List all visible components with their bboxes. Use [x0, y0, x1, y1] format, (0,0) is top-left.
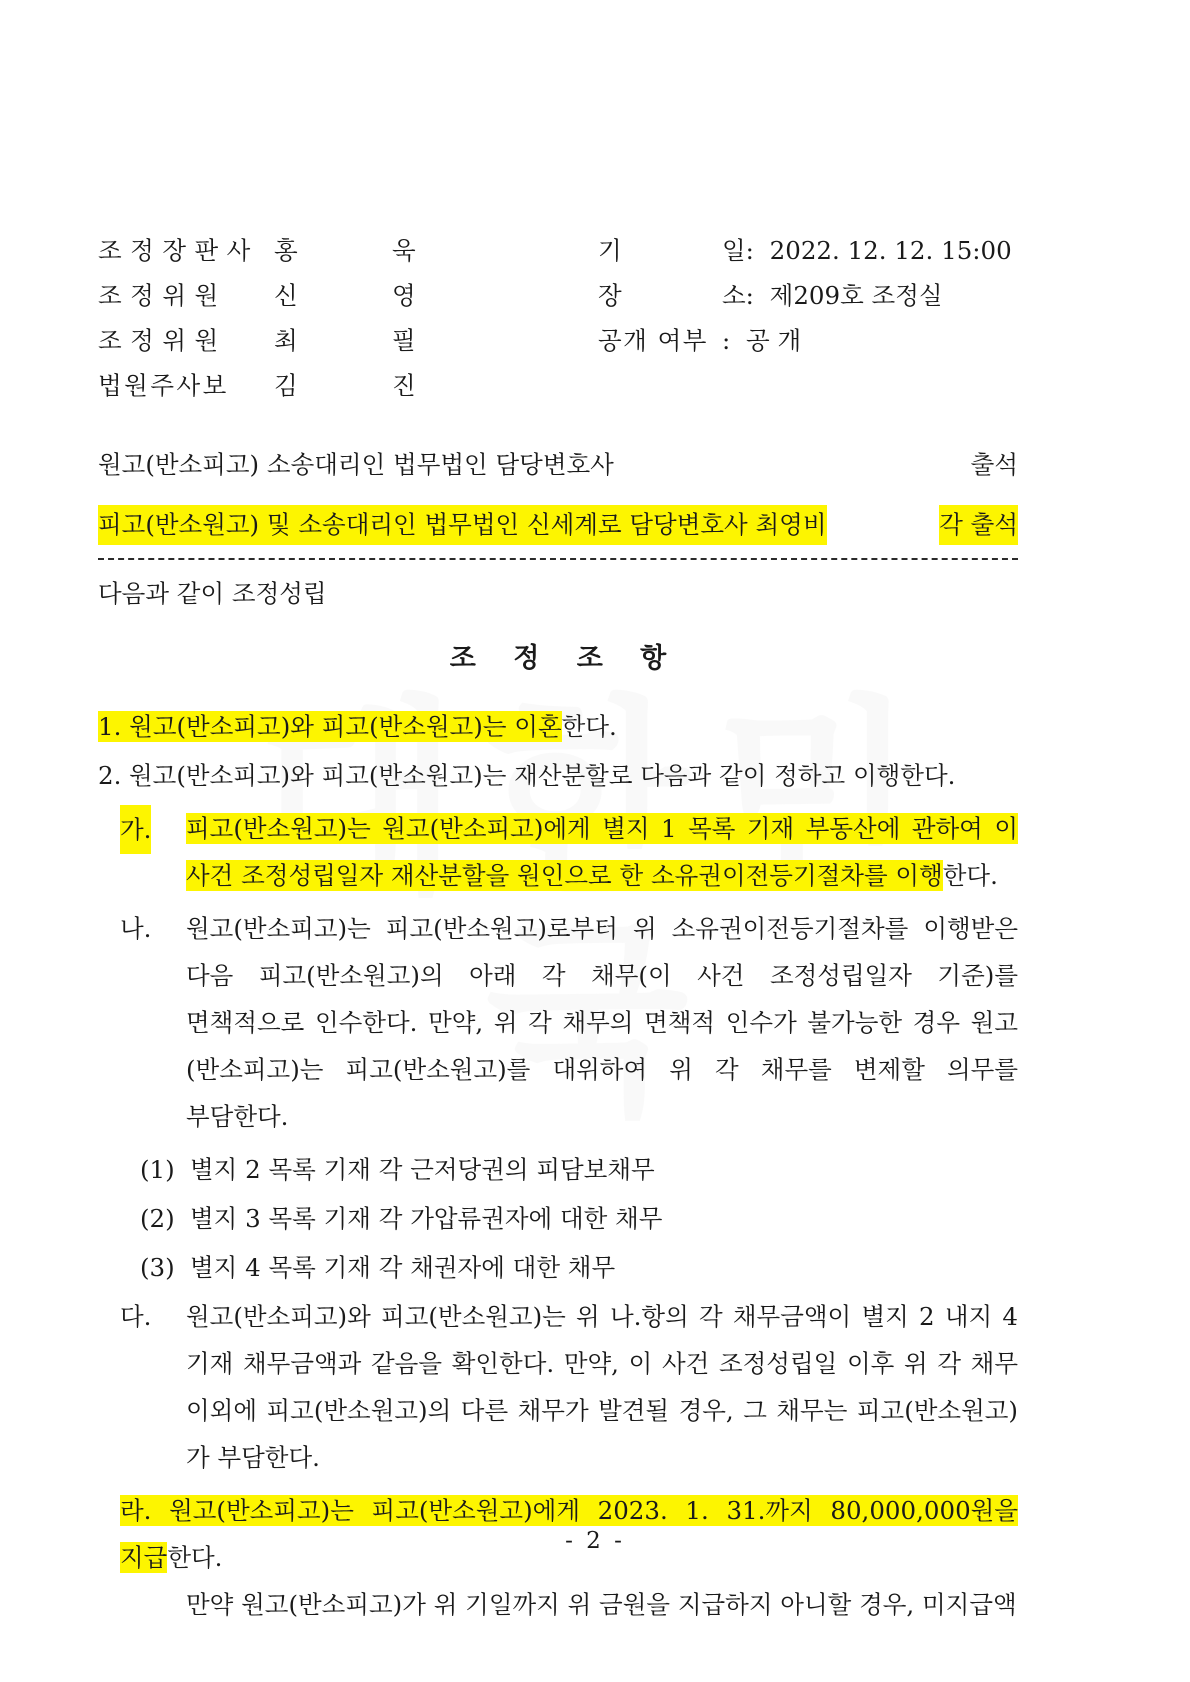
clause-tail: 한다.	[167, 1543, 223, 1572]
hearing-date-label-2: 일	[722, 236, 746, 265]
official-role: 조정장판사	[98, 236, 259, 265]
hearing-header	[98, 228, 1018, 408]
clause-item	[120, 1293, 1018, 1481]
clause-number: 나.	[120, 914, 152, 943]
hearing-date-label-1: 기	[598, 236, 644, 265]
official-given-name: 필	[392, 326, 416, 355]
clause-text	[120, 1487, 1018, 1628]
attendance-party: 피고(반소원고) 및 소송대리인 법무법인 신세계로 담당변호사 최영비	[98, 505, 827, 545]
panel-hearing-info	[598, 228, 1028, 363]
clause-item	[120, 905, 1018, 1140]
attendance-mark: 각 출석	[939, 505, 1018, 545]
clause-tail: 한다.	[561, 712, 617, 741]
clause-item	[140, 1244, 1018, 1291]
clause-number: 가.	[120, 805, 151, 854]
clause-tail: 한다.	[942, 861, 998, 890]
official-role: 법원주사보	[98, 371, 229, 400]
hearing-date-value: 2022. 12. 12. 15:00	[769, 236, 1012, 265]
official-surname: 신	[274, 281, 298, 310]
clause-continuation: 만약 원고(반소피고)가 위 기일까지 위 금원을 지급하지 아니할 경우, 미지급액	[186, 1590, 1017, 1619]
dashed-divider	[98, 558, 1018, 560]
clause-text-inner: 원고(반소피고)는 피고(반소원고)로부터 위 소유권이전등기절차를 이행받은 다음 피고(반소원고)의 아래 각 채무(이 사건 조정성립일자 기준)를 면책적으로 인수한다. 만약, 위 각 채무의 면책적 인수가 불가능한 경우 원고(반소피고)는 피고(반소원고)를 대위하여 위 각 채무를 변제할 의무를 부담한다.	[186, 914, 1018, 1131]
clause-item	[140, 1195, 1018, 1242]
official-row	[98, 228, 578, 273]
document-content	[98, 0, 1018, 1634]
hearing-public-value: 공 개	[746, 326, 802, 355]
clause-text	[98, 703, 1018, 750]
hearing-place-value: 제209호 조정실	[769, 281, 943, 310]
clause-number: 2.	[98, 761, 122, 790]
hearing-place-label-1: 장	[598, 281, 644, 310]
clause-text-inner: 원고(반소피고)와 피고(반소원고)는 위 나.항의 각 채무금액이 별지 2 내지 4 기재 채무금액과 같음을 확인한다. 만약, 이 사건 조정성립일 이후 위 각 채무 이외에 피고(반소원고)의 다른 채무가 발견될 경우, 그 채무는 피고(반소원고)가 부담한다.	[186, 1302, 1018, 1472]
official-role: 조정위원	[98, 281, 227, 310]
hearing-place-row	[598, 273, 1028, 318]
clause-item	[98, 752, 1018, 799]
clause-number: 다.	[120, 1302, 152, 1331]
colon: :	[722, 326, 731, 355]
colon: :	[745, 281, 754, 310]
page-footer: - 2 -	[565, 1528, 625, 1554]
hearing-public-label: 공개 여부	[598, 326, 708, 355]
hearing-public-row	[598, 318, 1028, 363]
official-role: 조정위원	[98, 326, 227, 355]
attendance-row-plaintiff	[98, 446, 1018, 484]
official-surname: 김	[274, 371, 298, 400]
hearing-place-label-2: 소	[722, 281, 746, 310]
page-title: 조 정 조 항	[449, 643, 681, 674]
official-surname: 홍	[274, 236, 298, 265]
clause-text: 별지 3 목록 기재 각 가압류권자에 대한 채무	[190, 1204, 663, 1233]
panel-officials	[98, 228, 578, 408]
clause-item	[120, 1487, 1018, 1628]
clause-number: (2)	[140, 1204, 175, 1233]
official-given-name: 영	[392, 281, 416, 310]
official-row	[98, 363, 578, 408]
official-given-name: 진	[392, 371, 416, 400]
official-row	[98, 318, 578, 363]
clause-text: 별지 4 목록 기재 각 채권자에 대한 채무	[190, 1253, 616, 1282]
attendance-mark: 출석	[970, 450, 1018, 479]
clause-text: 별지 2 목록 기재 각 근저당권의 피담보채무	[190, 1155, 655, 1184]
attendance-row-defendant	[98, 505, 1018, 545]
clause-highlight: 1. 원고(반소피고)와 피고(반소원고)는 이혼	[98, 712, 562, 741]
hearing-date-row	[598, 228, 1028, 273]
clause-text: 원고(반소피고)와 피고(반소원고)는 재산분할로 다음과 같이 정하고 이행한다.	[129, 761, 956, 790]
clause-number: (3)	[140, 1253, 175, 1282]
clause-item	[120, 805, 1018, 899]
clause-item	[140, 1146, 1018, 1193]
official-row	[98, 273, 578, 318]
clause-highlight: 피고(반소원고)는 원고(반소피고)에게 별지 1 목록 기재 부동산에 관하여 이 사건 조정성립일자 재산분할을 원인으로 한 소유권이전등기절차를 이행	[186, 814, 1018, 890]
clause-text	[186, 1293, 1018, 1481]
official-surname: 최	[274, 326, 298, 355]
clause-text	[186, 805, 1018, 899]
clause-highlight: 라. 원고(반소피고)는 피고(반소원고)에게 2023. 1. 31.까지 80,000,000원을 지급	[120, 1496, 1018, 1572]
colon: :	[745, 236, 754, 265]
clause-list	[98, 703, 1018, 1628]
official-given-name: 욱	[392, 236, 416, 265]
attendance-party: 원고(반소피고) 소송대리인 법무법인 담당변호사	[98, 450, 614, 479]
clause-text	[186, 905, 1018, 1140]
clause-number: (1)	[140, 1155, 175, 1184]
intro-text: 다음과 같이 조정성립	[98, 579, 327, 608]
clause-item	[98, 703, 1018, 750]
